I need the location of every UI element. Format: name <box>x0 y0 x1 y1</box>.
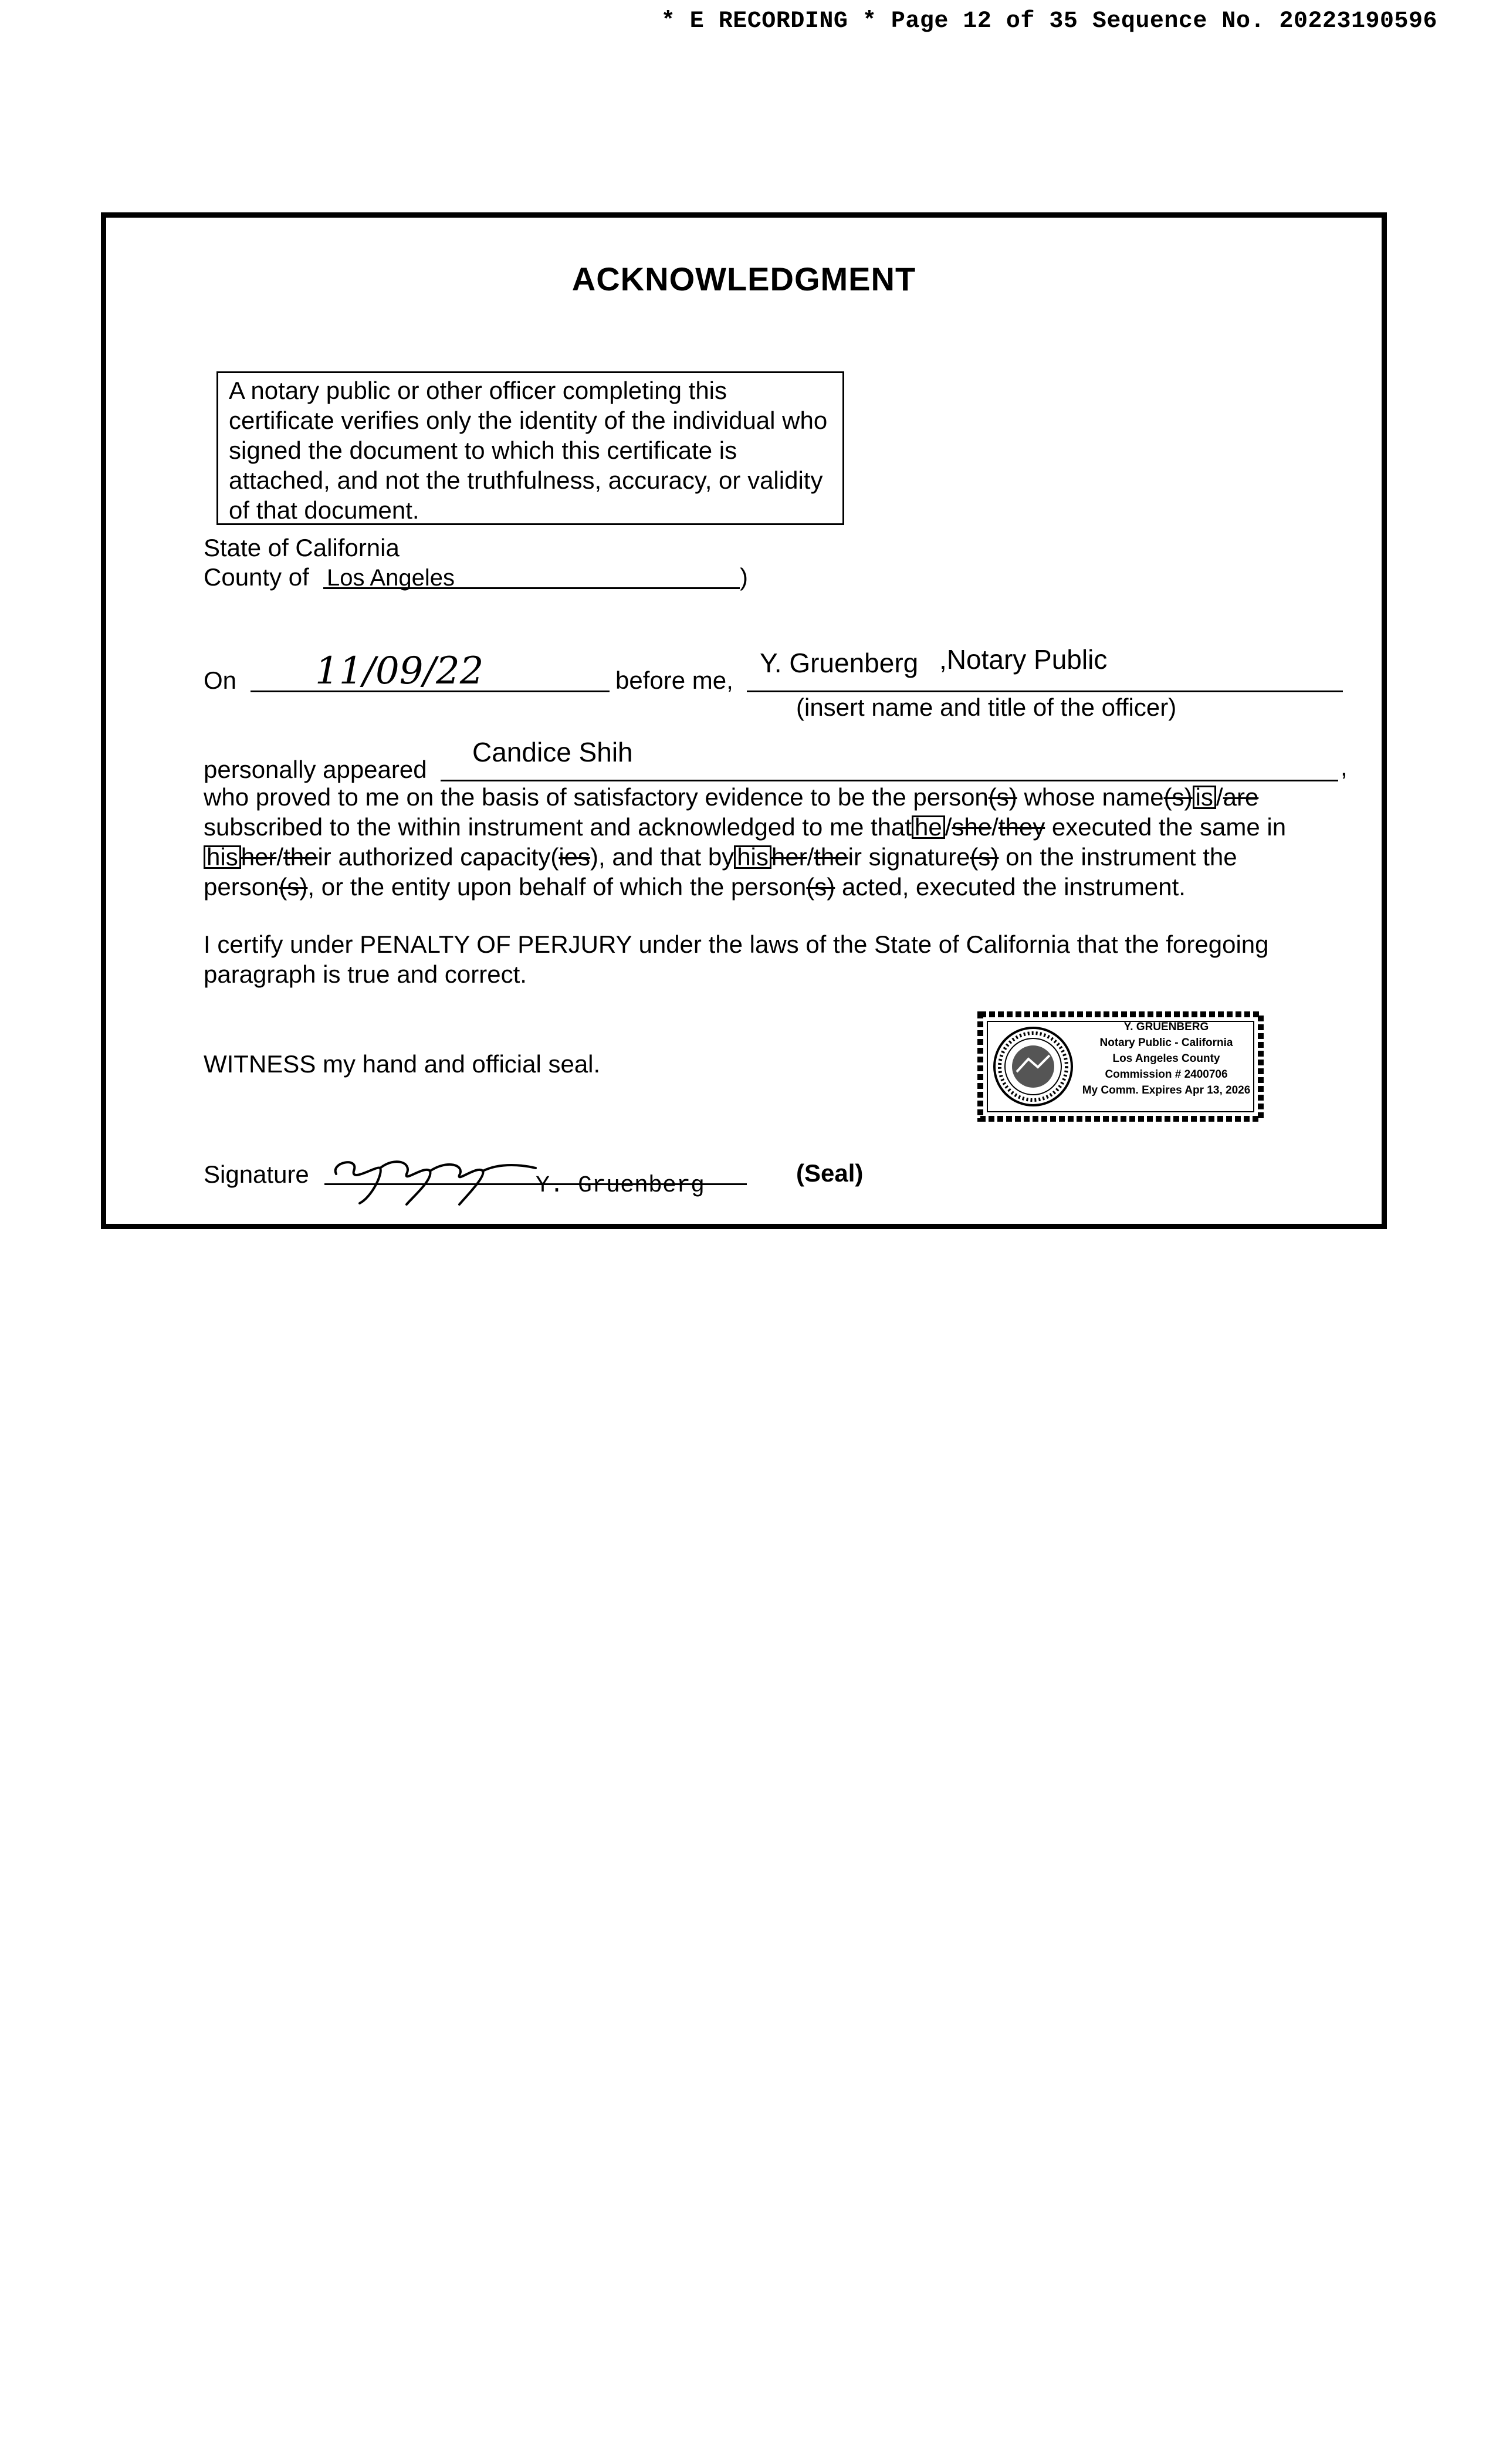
officer-name-value: Y. Gruenberg <box>760 648 919 678</box>
appeared-value: Candice Shih <box>472 737 633 767</box>
county-close: ) <box>740 563 748 591</box>
signature-printed-name: Y. Gruenberg <box>536 1173 705 1199</box>
signature-label: Signature <box>204 1160 309 1188</box>
appeared-label: personally appeared <box>204 756 427 783</box>
certify-line-2: paragraph is true and correct. <box>204 960 527 988</box>
date-value: 11/09/22 <box>315 649 484 693</box>
notary-seal <box>976 1010 1265 1123</box>
body-line-3: his her/their authorized capacity(ies), and that by his her/their signature(s) on the instrument the <box>204 842 1353 872</box>
officer-caption: (insert name and title of the officer) <box>796 693 1177 721</box>
before-me-label: before me, <box>615 666 733 694</box>
acknowledgment-form <box>101 212 1387 1229</box>
selected-he: he <box>912 815 945 839</box>
on-label: On <box>204 666 237 694</box>
acknowledgment-body <box>204 782 1353 902</box>
seal-label: (Seal) <box>796 1159 864 1187</box>
appeared-comma: , <box>1341 753 1348 781</box>
selected-his-1: his <box>204 845 241 869</box>
form-title: ACKNOWLEDGMENT <box>571 260 916 297</box>
state-label: State of California <box>204 534 400 561</box>
selected-is: is <box>1193 786 1216 809</box>
notice-box: A notary public or other officer completing this certificate verifies only the identity of the individual who signed the document to which this certificate is attached, and not the truthfulness, accuracy, or validity of that document. <box>216 371 844 525</box>
seal-text: Y. GRUENBERG Notary Public - California Los Angeles County Commission # 2400706 My Comm. Expires Apr 13, 2026 <box>1082 1021 1251 1096</box>
county-value: Los Angeles <box>327 565 455 591</box>
body-line-2: subscribed to the within instrument and acknowledged to me that he /she/they executed the same in <box>204 813 1287 841</box>
witness-text: WITNESS my hand and official seal. <box>204 1050 601 1078</box>
recording-header: * E RECORDING * Page 12 of 35 Sequence No. 20223190596 <box>661 8 1437 35</box>
body-line-4: person(s), or the entity upon behalf of which the person(s) acted, executed the instrument. <box>204 873 1186 901</box>
certify-line-1: I certify under PENALTY OF PERJURY under the laws of the State of California that the foregoing <box>204 930 1269 958</box>
county-label: County of <box>204 563 309 591</box>
handwritten-signature-icon <box>324 1139 571 1209</box>
selected-his-2: his <box>734 845 771 869</box>
body-line-1: who proved to me on the basis of satisfactory evidence to be the person(s) whose name(s) is /are <box>204 783 1259 811</box>
officer-title-value: ,Notary Public <box>939 644 1108 675</box>
